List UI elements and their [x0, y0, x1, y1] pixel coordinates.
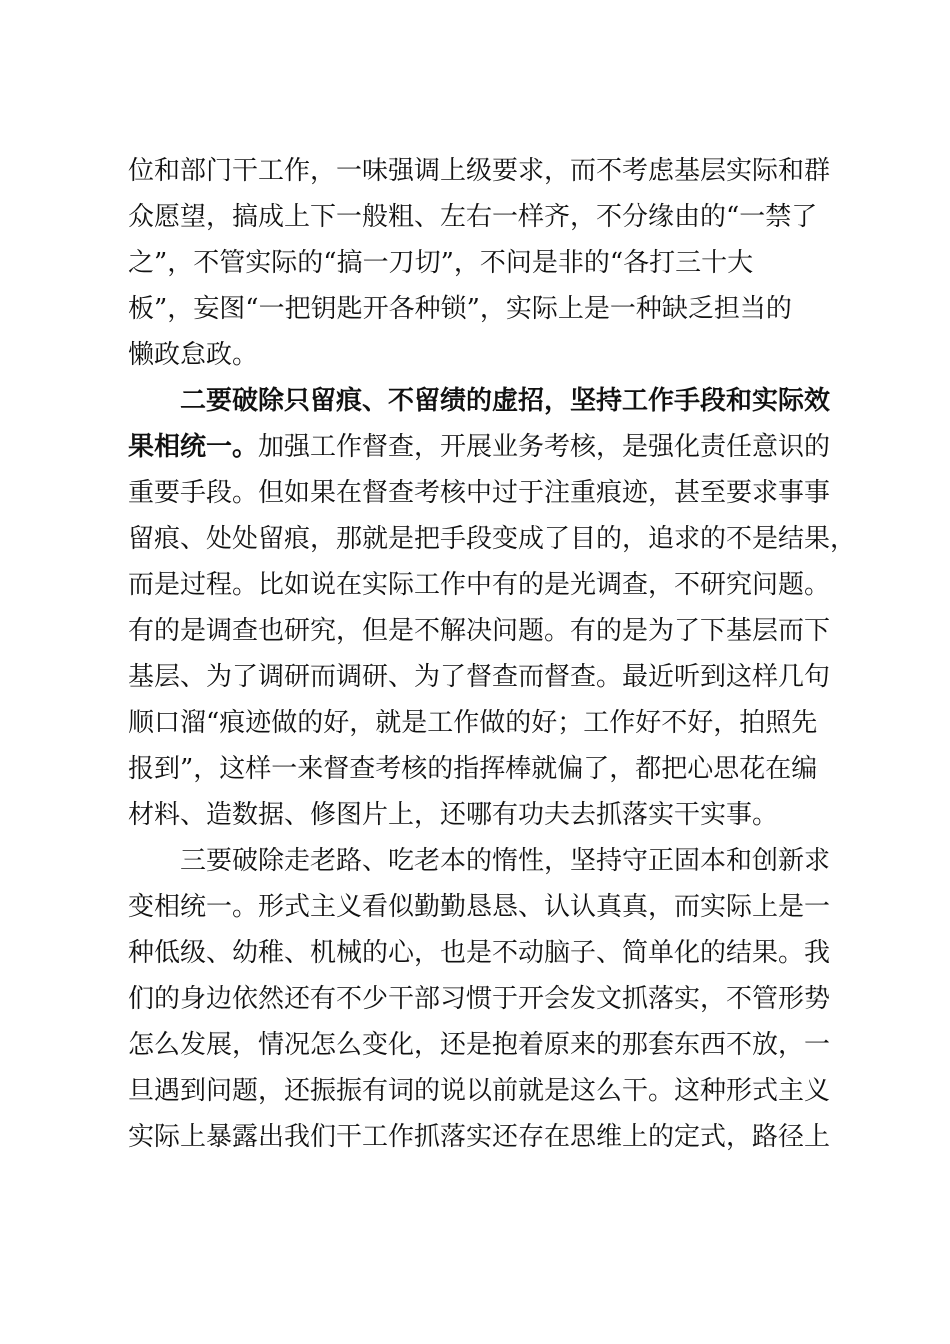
- text-line: 板”，妄图“一把钥匙开各种锁”，实际上是一种缺乏担当的: [128, 294, 792, 324]
- text-line: 而是过程。比如说在实际工作中有的是光调查，不研究问题。: [128, 570, 831, 600]
- text-line: 怎么发展，情况怎么变化，还是抱着原来的那套东西不放，一: [128, 1030, 831, 1060]
- text-line: 们的身边依然还有不少干部习惯于开会发文抓落实，不管形势: [128, 984, 831, 1014]
- text-line: 众愿望，搞成上下一般粗、左右一样齐，不分缘由的“一禁了: [128, 202, 818, 232]
- text-line: 变相统一。形式主义看似勤勤恳恳、认认真真，而实际上是一: [128, 892, 831, 922]
- text-line: 报到”，这样一来督查考核的指挥棒就偏了，都把心思花在编: [128, 754, 818, 784]
- text-line: 重要手段。但如果在督查考核中过于注重痕迹，甚至要求事事: [128, 478, 831, 508]
- section-heading-end: 果相统一。: [128, 432, 259, 462]
- text-line: 留痕、处处留痕，那就是把手段变成了目的，追求的不是结果，: [128, 524, 857, 554]
- text-line: 位和部门干工作，一味强调上级要求，而不考虑基层实际和群: [128, 156, 831, 186]
- body-text: [128, 148, 857, 1160]
- text-line: [128, 424, 848, 470]
- text-line: 旦遇到问题，还振振有词的说以前就是这么干。这种形式主义: [128, 1076, 831, 1106]
- text-line: 实际上暴露出我们干工作抓落实还存在思维上的定式，路径上: [128, 1122, 831, 1152]
- text-line: 材料、造数据、修图片上，还哪有功夫去抓落实干实事。: [128, 800, 779, 830]
- text-line: 之”，不管实际的“搞一刀切”，不问是非的“各打三十大: [128, 248, 754, 278]
- text-line: 基层、为了调研而调研、为了督查而督查。最近听到这样几句: [128, 662, 831, 692]
- text-line: 顺口溜“痕迹做的好，就是工作做的好；工作好不好，拍照先: [128, 708, 818, 738]
- text-line: 有的是调查也研究，但是不解决问题。有的是为了下基层而下: [128, 616, 831, 646]
- text-line: 种低级、幼稚、机械的心，也是不动脑子、简单化的结果。我: [128, 938, 831, 968]
- text-span: 加强工作督查，开展业务考核，是强化责任意识的: [258, 432, 831, 462]
- section-heading-line: 二要破除只留痕、不留绩的虚招，坚持工作手段和实际效: [180, 386, 831, 416]
- text-line: 三要破除走老路、吃老本的惰性，坚持守正固本和创新求: [180, 846, 831, 876]
- text-line: 懒政怠政。: [128, 340, 259, 370]
